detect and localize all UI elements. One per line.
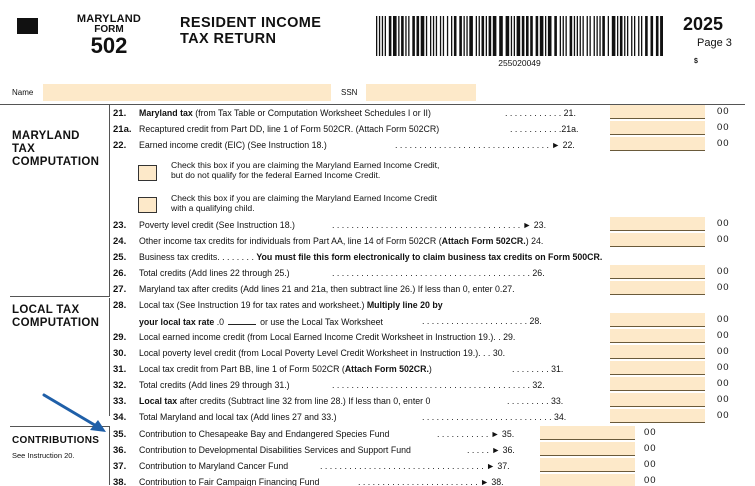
line-text: Total Maryland and local tax (Add lines 27 and 33.)	[139, 412, 337, 422]
barcode-bar	[540, 16, 544, 56]
line-26-cents: 00	[717, 266, 730, 277]
barcode-bar	[459, 16, 462, 56]
barcode-bar	[476, 16, 477, 56]
line-bold-text: You must file this form electronically to claim business tax credits on Form 500CR.	[256, 252, 603, 262]
line-bold-text: Attach Form 502CR.	[441, 236, 526, 246]
section-local-line-1: LOCAL TAX	[12, 304, 80, 316]
divider	[109, 427, 110, 485]
name-input[interactable]	[43, 84, 331, 101]
line-38	[113, 476, 319, 486]
barcode-bar	[560, 16, 561, 56]
line-21-cents: 00	[717, 106, 730, 117]
barcode-bar	[583, 16, 584, 56]
arrow-icon	[40, 392, 110, 434]
line-number: 34.	[113, 412, 127, 423]
line-37-amount-input[interactable]	[540, 458, 635, 472]
barcode-bar	[401, 16, 404, 56]
line-number: 26.	[113, 268, 127, 279]
page-number: Page 3	[697, 37, 732, 49]
barcode-bar	[482, 16, 485, 56]
line-text: Recaptured credit from Part DD, line 1 of Form 502CR. (Attach Form 502CR)	[139, 124, 440, 134]
line-text: (from Tax Table or Computation Worksheet Schedules I or II)	[192, 108, 431, 118]
line-ref: . . . 30.	[478, 348, 506, 358]
barcode-bar	[493, 16, 497, 56]
barcode-bar	[430, 16, 431, 56]
line-26	[113, 267, 290, 280]
line-number: 37.	[113, 461, 127, 472]
barcode-bar	[412, 16, 415, 56]
line-text: Local poverty level credit (from Local Poverty Level Credit Worksheet in Instruction 19.)	[139, 348, 479, 358]
barcode-bar	[574, 16, 575, 56]
line-38-ref: . . . . . . . . . . . . . . . . . . . . . . . . . ► 38.	[358, 477, 504, 486]
barcode-bar	[608, 16, 609, 56]
barcode-bar	[511, 16, 512, 56]
line-32-ref: . . . . . . . . . . . . . . . . . . . . . . . . . . . . . . . . . . . . . . . . . 32.	[332, 380, 545, 390]
barcode-bar	[530, 16, 533, 56]
line-number: 25.	[113, 252, 127, 263]
line-number: 21a.	[113, 124, 132, 135]
barcode-bar	[597, 16, 598, 56]
line-24	[113, 235, 543, 248]
barcode-bar	[454, 16, 457, 56]
line-33-amount-input[interactable]	[610, 393, 705, 407]
line-33-ref: . . . . . . . . . 33.	[507, 396, 564, 406]
barcode-bar	[405, 16, 406, 56]
section-md-line-1: MARYLAND	[12, 130, 80, 142]
barcode-bar	[545, 16, 546, 56]
line-number: 31.	[113, 364, 127, 375]
line-28-ref: . . . . . . . . . . . . . . . . . . . . . . 28.	[422, 316, 542, 326]
barcode-bar	[577, 16, 578, 56]
line-34	[113, 411, 337, 424]
tax-year: 2025	[683, 14, 724, 34]
line-29	[113, 331, 515, 344]
line-37	[113, 460, 288, 473]
line-bold-text: Maryland tax	[139, 108, 193, 118]
line-number: 28.	[113, 300, 127, 311]
line-text: Local tax (See Instruction 19 for tax rates and worksheet.)	[139, 300, 367, 310]
barcode-bar	[651, 16, 654, 56]
barcode-bar	[393, 16, 397, 56]
line-30-cents: 00	[717, 346, 730, 357]
line-28-cents: 00	[717, 314, 730, 325]
line-37-cents: 00	[644, 459, 657, 470]
line-number: 30.	[113, 348, 127, 359]
line-24-amount-input[interactable]	[610, 233, 705, 247]
checkbox-2-line-1: Check this box if you are claiming the Maryland Earned Income Credit	[171, 193, 438, 203]
line-31	[113, 363, 432, 376]
barcode-bar	[522, 16, 525, 56]
line-tail: ) 24.	[525, 236, 544, 246]
barcode-bar	[466, 16, 467, 56]
title-line-2: TAX RETURN	[180, 31, 277, 47]
line-21-amount-input[interactable]	[610, 105, 705, 119]
barcode-bar	[563, 16, 564, 56]
line-text: Local tax credit from Part BB, line 1 of Form 502CR (	[139, 364, 345, 374]
line-text: Contribution to Developmental Disabilities Services and Support Fund	[139, 445, 411, 455]
checkbox-2-text	[171, 193, 437, 213]
section-maryland-tax	[12, 130, 99, 169]
line-ref: 27.	[502, 284, 515, 294]
barcode-bar	[376, 16, 377, 56]
line-bold-text: Attach Form 502CR.	[344, 364, 429, 374]
barcode-bar	[447, 16, 448, 56]
barcode-bar	[587, 16, 588, 56]
barcode-bar	[645, 16, 648, 56]
barcode-bar	[590, 16, 591, 56]
line-27-amount-input[interactable]	[610, 281, 705, 295]
barcode-bar	[382, 16, 383, 56]
form-number: 502	[90, 33, 128, 58]
ssn-label: SSN	[341, 88, 358, 97]
line-22-ref: . . . . . . . . . . . . . . . . . . . . . . . . . . . . . . . . ► 22.	[395, 140, 575, 150]
barcode-bar	[580, 16, 581, 56]
line-text: Total credits (Add lines 22 through 25.)	[139, 268, 290, 278]
line-38-cents: 00	[644, 475, 657, 486]
line-34-cents: 00	[717, 410, 730, 421]
line-36-cents: 00	[644, 443, 657, 454]
line-number: 38.	[113, 477, 127, 486]
line-29-amount-input[interactable]	[610, 329, 705, 343]
line-22	[113, 139, 327, 152]
barcode-bar	[617, 16, 618, 56]
barcode-bar	[517, 16, 521, 56]
barcode-bar	[566, 16, 567, 56]
line-27	[113, 283, 515, 296]
barcode-bar	[489, 16, 492, 56]
line-text: Contribution to Maryland Cancer Fund	[139, 461, 289, 471]
line-text: Contribution to Fair Campaign Financing Fund	[139, 477, 320, 486]
line-29-cents: 00	[717, 330, 730, 341]
barcode-bar	[599, 16, 600, 56]
barcode-bar	[602, 16, 605, 56]
line-30-amount-input[interactable]	[610, 345, 705, 359]
barcode-bar	[526, 16, 529, 56]
line-23-amount-input[interactable]	[610, 217, 705, 231]
line-26-amount-input[interactable]	[610, 265, 705, 279]
barcode-bar	[379, 16, 380, 56]
line-number: 22.	[113, 140, 127, 151]
barcode-bar	[506, 16, 510, 56]
line-33-cents: 00	[717, 394, 730, 405]
barcode-bar	[634, 16, 635, 56]
line-30	[113, 347, 505, 360]
line-34-ref: . . . . . . . . . . . . . . . . . . . . . . . . . . . 34.	[422, 412, 567, 422]
barcode-number: 255020049	[498, 58, 541, 68]
barcode-bar	[440, 16, 441, 56]
line-22-amount-input[interactable]	[610, 137, 705, 151]
line-36-ref: . . . . . ► 36.	[467, 445, 515, 455]
line-tail: or use the Local Tax Worksheet	[260, 317, 383, 327]
ssn-input[interactable]	[366, 84, 476, 101]
line-number: 36.	[113, 445, 127, 456]
line-35-amount-input[interactable]	[540, 426, 635, 440]
line-number: 33.	[113, 396, 127, 407]
name-label: Name	[12, 88, 34, 97]
line-number: 29.	[113, 332, 127, 343]
line-24-cents: 00	[717, 234, 730, 245]
barcode-bar	[627, 16, 628, 56]
checkbox-1-line-2: but do not qualify for the federal Earned Income Credit.	[171, 170, 381, 180]
line-21-ref: . . . . . . . . . . . . 21.	[505, 108, 576, 118]
line-ref: . . 29.	[493, 332, 516, 342]
line-number: 35.	[113, 429, 127, 440]
section-local-line-2: COMPUTATION	[12, 317, 100, 329]
line-31-amount-input[interactable]	[610, 361, 705, 375]
line-36-amount-input[interactable]	[540, 442, 635, 456]
barcode-bar	[548, 16, 552, 56]
line-32	[113, 379, 290, 392]
line-text: Business tax credits. . . . . . . .	[139, 252, 257, 262]
barcode-bar	[594, 16, 595, 56]
state-name: MARYLAND	[76, 13, 142, 25]
section-contributions: CONTRIBUTIONS	[12, 435, 100, 446]
eic-qualifying-child-checkbox[interactable]	[138, 197, 157, 213]
barcode-bar	[417, 16, 420, 56]
title-line-1: RESIDENT INCOME	[180, 15, 322, 31]
line-37-ref: . . . . . . . . . . . . . . . . . . . . . . . . . . . . . . . . . . ► 37.	[320, 461, 510, 471]
barcode-bar	[464, 16, 465, 56]
line-text: Other income tax credits for individuals from Part AA, line 14 of Form 502CR (	[139, 236, 442, 246]
barcode-bar	[641, 16, 642, 56]
line-21a-cents: 00	[717, 122, 730, 133]
line-text: Maryland tax after credits (Add lines 21 and 21a, then subtract line 26.) If less than 0, enter 0.	[139, 284, 503, 294]
line-31-ref: . . . . . . . . 31.	[512, 364, 564, 374]
barcode-bar	[451, 16, 452, 56]
line-bold-text: Local tax	[139, 396, 178, 406]
section-md-line-3: COMPUTATION	[12, 156, 100, 168]
section-md-line-2: TAX	[12, 143, 36, 155]
line-21a	[113, 123, 439, 136]
line-31-cents: 00	[717, 362, 730, 373]
eic-no-federal-checkbox[interactable]	[138, 165, 157, 181]
currency-symbol: $	[694, 58, 698, 65]
line-tail: )	[428, 364, 432, 374]
barcode-bar	[486, 16, 487, 56]
line-number: 27.	[113, 284, 127, 295]
line-text: Poverty level credit (See Instruction 18.)	[139, 220, 295, 230]
barcode-bar	[499, 16, 503, 56]
line-21a-amount-input[interactable]	[610, 121, 705, 135]
line-38-amount-input[interactable]	[540, 474, 635, 486]
line-35-ref: . . . . . . . . . . . ► 35.	[437, 429, 515, 439]
checkbox-1-line-1: Check this box if you are claiming the Maryland Earned Income Credit,	[171, 160, 440, 170]
line-23	[113, 219, 295, 232]
form-word: FORM	[94, 24, 124, 35]
line-33	[113, 395, 430, 408]
line-bold-text: Multiply line 20 by	[366, 300, 443, 310]
checkbox-2-line-2: with a qualifying child.	[171, 203, 255, 213]
barcode-bar	[570, 16, 573, 56]
line-21	[113, 107, 431, 120]
line-bold-text: your local tax rate	[139, 317, 215, 327]
barcode-bar	[514, 16, 515, 56]
line-28	[113, 299, 443, 312]
line-number: 32.	[113, 380, 127, 391]
line-26-ref: . . . . . . . . . . . . . . . . . . . . . . . . . . . . . . . . . . . . . . . . . 26.	[332, 268, 545, 278]
barcode-bar	[426, 16, 427, 56]
line-32-cents: 00	[717, 378, 730, 389]
barcode-bar	[398, 16, 399, 56]
barcode-bar	[385, 16, 386, 56]
line-34-amount-input[interactable]	[610, 409, 705, 423]
line-text: .0	[214, 317, 225, 327]
line-23-cents: 00	[717, 218, 730, 229]
line-36	[113, 444, 411, 457]
checkbox-1-text	[171, 160, 439, 180]
line-28-amount-input[interactable]	[610, 313, 705, 327]
barcode-bar	[620, 16, 623, 56]
barcode-icon	[376, 16, 663, 56]
barcode-bar	[421, 16, 425, 56]
barcode-bar	[469, 16, 473, 56]
barcode-bar	[433, 16, 434, 56]
registration-mark	[17, 18, 38, 34]
barcode-bar	[436, 16, 437, 56]
divider	[10, 296, 110, 297]
form-identifier	[64, 14, 154, 57]
barcode-bar	[408, 16, 409, 56]
form-title	[180, 15, 321, 47]
line-text: Earned income credit (EIC) (See Instruction 18.)	[139, 140, 327, 150]
barcode-bar	[660, 16, 663, 56]
barcode-bar	[612, 16, 616, 56]
line-number: 23.	[113, 220, 127, 231]
line-text: Local earned income credit (from Local Earned Income Credit Worksheet in Instruction 19.)	[139, 332, 494, 342]
line-35-cents: 00	[644, 427, 657, 438]
barcode-bar	[554, 16, 557, 56]
line-21a-ref: . . . . . . . . . . .21a.	[510, 124, 579, 134]
barcode-bar	[536, 16, 539, 56]
line-text: after credits (Subtract line 32 from line 28.) If less than 0, enter 0	[177, 396, 431, 406]
line-number: 21.	[113, 108, 127, 119]
line-number: 24.	[113, 236, 127, 247]
divider	[109, 105, 110, 296]
barcode-bar	[443, 16, 444, 56]
line-22-cents: 00	[717, 138, 730, 149]
line-27-cents: 00	[717, 282, 730, 293]
contributions-note: See Instruction 20.	[12, 451, 75, 460]
line-28-continued	[139, 315, 383, 328]
line-text: Total credits (Add lines 29 through 31.)	[139, 380, 290, 390]
barcode-bar	[624, 16, 625, 56]
barcode-bar	[389, 16, 392, 56]
line-23-ref: . . . . . . . . . . . . . . . . . . . . . . . . . . . . . . . . . . . . . . . ► 23.	[332, 220, 547, 230]
local-tax-rate-input[interactable]	[228, 315, 256, 325]
barcode-bar	[638, 16, 639, 56]
section-local-tax	[12, 304, 99, 330]
line-text: Contribution to Chesapeake Bay and Endangered Species Fund	[139, 429, 390, 439]
line-35	[113, 428, 389, 441]
barcode-bar	[656, 16, 659, 56]
line-25	[113, 251, 602, 264]
barcode-bar	[631, 16, 632, 56]
barcode-bar	[479, 16, 480, 56]
line-32-amount-input[interactable]	[610, 377, 705, 391]
